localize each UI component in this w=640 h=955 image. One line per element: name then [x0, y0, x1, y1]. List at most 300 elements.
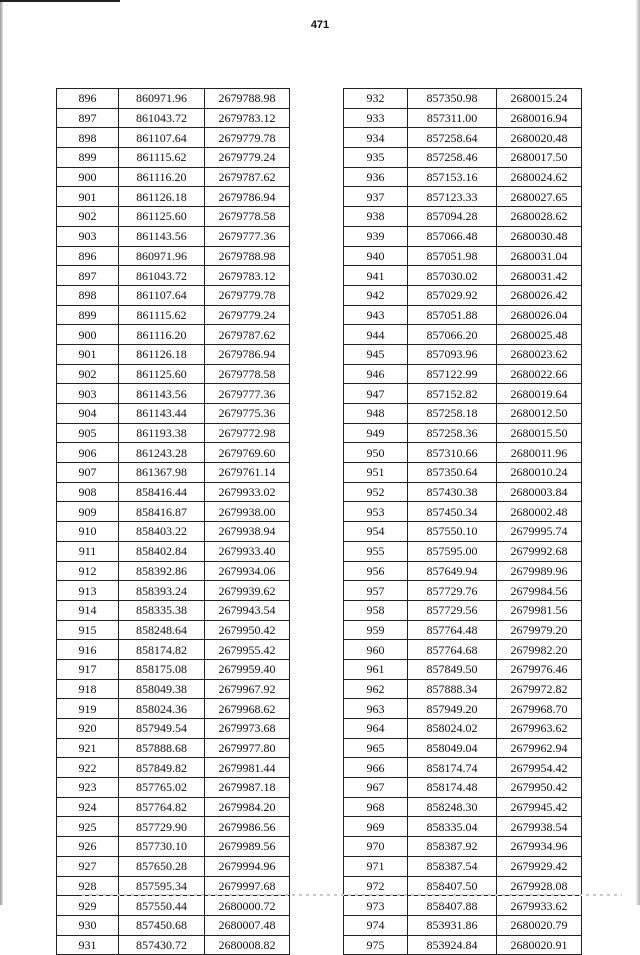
- y-coordinate-cell: 2680012.50: [497, 404, 582, 424]
- point-number-cell: 929: [57, 896, 119, 916]
- x-coordinate-cell: 857888.34: [408, 679, 497, 699]
- table-row: [57, 443, 290, 463]
- table-row: [57, 148, 290, 168]
- y-coordinate-cell: 2679779.24: [205, 305, 290, 325]
- point-number-cell: 932: [344, 89, 408, 109]
- x-coordinate-cell: 857258.36: [408, 423, 497, 443]
- x-coordinate-cell: 857730.10: [119, 837, 205, 857]
- y-coordinate-cell: 2680008.82: [205, 935, 290, 955]
- y-coordinate-cell: 2680025.48: [497, 325, 582, 345]
- x-coordinate-cell: 858402.84: [119, 541, 205, 561]
- x-coordinate-cell: 857764.68: [408, 640, 497, 660]
- point-number-cell: 905: [57, 423, 119, 443]
- x-coordinate-cell: 858024.02: [408, 719, 497, 739]
- point-number-cell: 944: [344, 325, 408, 345]
- table-row: [344, 285, 582, 305]
- x-coordinate-cell: 858416.44: [119, 482, 205, 502]
- point-number-cell: 969: [344, 817, 408, 837]
- x-coordinate-cell: 858335.04: [408, 817, 497, 837]
- coordinates-table-left: [56, 88, 290, 955]
- point-number-cell: 933: [344, 108, 408, 128]
- table-row: [344, 778, 582, 798]
- point-number-cell: 970: [344, 837, 408, 857]
- y-coordinate-cell: 2679934.96: [497, 837, 582, 857]
- table-row: [344, 305, 582, 325]
- point-number-cell: 949: [344, 423, 408, 443]
- table-row: [57, 856, 290, 876]
- x-coordinate-cell: 857849.82: [119, 758, 205, 778]
- y-coordinate-cell: 2679973.68: [205, 719, 290, 739]
- y-coordinate-cell: 2679992.68: [497, 541, 582, 561]
- table-row: [57, 640, 290, 660]
- x-coordinate-cell: 860971.96: [119, 89, 205, 109]
- table-row: [344, 325, 582, 345]
- y-coordinate-cell: 2680002.48: [497, 502, 582, 522]
- point-number-cell: 936: [344, 167, 408, 187]
- x-coordinate-cell: 857450.68: [119, 915, 205, 935]
- y-coordinate-cell: 2679777.36: [205, 384, 290, 404]
- point-number-cell: 972: [344, 876, 408, 896]
- y-coordinate-cell: 2679928.08: [497, 876, 582, 896]
- point-number-cell: 974: [344, 915, 408, 935]
- x-coordinate-cell: 858387.54: [408, 856, 497, 876]
- table-row: [57, 659, 290, 679]
- table-row: [57, 364, 290, 384]
- y-coordinate-cell: 2680024.62: [497, 167, 582, 187]
- x-coordinate-cell: 857649.94: [408, 561, 497, 581]
- table-row: [57, 344, 290, 364]
- y-coordinate-cell: 2679778.58: [205, 207, 290, 227]
- table-row: [344, 896, 582, 916]
- table-row: [344, 837, 582, 857]
- point-number-cell: 934: [344, 128, 408, 148]
- x-coordinate-cell: 858174.82: [119, 640, 205, 660]
- table-row: [57, 108, 290, 128]
- point-number-cell: 945: [344, 344, 408, 364]
- y-coordinate-cell: 2680030.48: [497, 226, 582, 246]
- table-row: [344, 443, 582, 463]
- y-coordinate-cell: 2680020.48: [497, 128, 582, 148]
- coordinates-table-right: [343, 88, 582, 955]
- y-coordinate-cell: 2679962.94: [497, 738, 582, 758]
- x-coordinate-cell: 861193.38: [119, 423, 205, 443]
- x-coordinate-cell: 857764.48: [408, 620, 497, 640]
- x-coordinate-cell: 861125.60: [119, 364, 205, 384]
- x-coordinate-cell: 858393.24: [119, 581, 205, 601]
- point-number-cell: 898: [57, 128, 119, 148]
- table-row: [57, 128, 290, 148]
- y-coordinate-cell: 2679979.20: [497, 620, 582, 640]
- point-number-cell: 916: [57, 640, 119, 660]
- x-coordinate-cell: 857849.50: [408, 659, 497, 679]
- y-coordinate-cell: 2680020.91: [497, 935, 582, 955]
- x-coordinate-cell: 858049.04: [408, 738, 497, 758]
- point-number-cell: 925: [57, 817, 119, 837]
- y-coordinate-cell: 2679783.12: [205, 108, 290, 128]
- x-coordinate-cell: 857093.96: [408, 344, 497, 364]
- y-coordinate-cell: 2679950.42: [497, 778, 582, 798]
- point-number-cell: 897: [57, 108, 119, 128]
- table-row: [57, 719, 290, 739]
- table-row: [57, 502, 290, 522]
- point-number-cell: 900: [57, 325, 119, 345]
- point-number-cell: 912: [57, 561, 119, 581]
- point-number-cell: 928: [57, 876, 119, 896]
- point-number-cell: 896: [57, 89, 119, 109]
- point-number-cell: 907: [57, 463, 119, 483]
- y-coordinate-cell: 2679986.56: [205, 817, 290, 837]
- table-row: [344, 463, 582, 483]
- y-coordinate-cell: 2679981.56: [497, 600, 582, 620]
- y-coordinate-cell: 2679778.58: [205, 364, 290, 384]
- table-row: [344, 561, 582, 581]
- y-coordinate-cell: 2680015.50: [497, 423, 582, 443]
- table-row: [57, 581, 290, 601]
- point-number-cell: 918: [57, 679, 119, 699]
- x-coordinate-cell: 858392.86: [119, 561, 205, 581]
- point-number-cell: 971: [344, 856, 408, 876]
- point-number-cell: 967: [344, 778, 408, 798]
- y-coordinate-cell: 2679987.18: [205, 778, 290, 798]
- table-row: [344, 167, 582, 187]
- x-coordinate-cell: 857066.20: [408, 325, 497, 345]
- y-coordinate-cell: 2679938.00: [205, 502, 290, 522]
- point-number-cell: 956: [344, 561, 408, 581]
- x-coordinate-cell: 861126.18: [119, 187, 205, 207]
- table-row: [57, 187, 290, 207]
- y-coordinate-cell: 2679989.56: [205, 837, 290, 857]
- table-row: [57, 896, 290, 916]
- table-row: [344, 738, 582, 758]
- table-row: [57, 167, 290, 187]
- point-number-cell: 975: [344, 935, 408, 955]
- x-coordinate-cell: 857311.00: [408, 108, 497, 128]
- y-coordinate-cell: 2679929.42: [497, 856, 582, 876]
- table-row: [57, 876, 290, 896]
- y-coordinate-cell: 2680000.72: [205, 896, 290, 916]
- y-coordinate-cell: 2679787.62: [205, 167, 290, 187]
- x-coordinate-cell: 857123.33: [408, 187, 497, 207]
- x-coordinate-cell: 853924.84: [408, 935, 497, 955]
- point-number-cell: 923: [57, 778, 119, 798]
- x-coordinate-cell: 857066.48: [408, 226, 497, 246]
- y-coordinate-cell: 2679938.54: [497, 817, 582, 837]
- y-coordinate-cell: 2680027.65: [497, 187, 582, 207]
- y-coordinate-cell: 2679989.96: [497, 561, 582, 581]
- point-number-cell: 938: [344, 207, 408, 227]
- x-coordinate-cell: 857764.82: [119, 797, 205, 817]
- point-number-cell: 910: [57, 522, 119, 542]
- point-number-cell: 921: [57, 738, 119, 758]
- x-coordinate-cell: 861115.62: [119, 305, 205, 325]
- point-number-cell: 954: [344, 522, 408, 542]
- x-coordinate-cell: 857122.99: [408, 364, 497, 384]
- table-row: [344, 364, 582, 384]
- y-coordinate-cell: 2680031.04: [497, 246, 582, 266]
- y-coordinate-cell: 2679997.68: [205, 876, 290, 896]
- x-coordinate-cell: 858387.92: [408, 837, 497, 857]
- point-number-cell: 908: [57, 482, 119, 502]
- y-coordinate-cell: 2679788.98: [205, 246, 290, 266]
- table-row: [344, 502, 582, 522]
- point-number-cell: 906: [57, 443, 119, 463]
- x-coordinate-cell: 857550.44: [119, 896, 205, 916]
- table-row: [344, 876, 582, 896]
- x-coordinate-cell: 857258.46: [408, 148, 497, 168]
- y-coordinate-cell: 2680007.48: [205, 915, 290, 935]
- table-row: [57, 778, 290, 798]
- table-row: [344, 719, 582, 739]
- y-coordinate-cell: 2679769.60: [205, 443, 290, 463]
- table-row: [344, 935, 582, 955]
- y-coordinate-cell: 2679761.14: [205, 463, 290, 483]
- table-row: [344, 207, 582, 227]
- x-coordinate-cell: 860971.96: [119, 246, 205, 266]
- y-coordinate-cell: 2680015.24: [497, 89, 582, 109]
- point-number-cell: 951: [344, 463, 408, 483]
- table-row: [344, 108, 582, 128]
- point-number-cell: 913: [57, 581, 119, 601]
- y-coordinate-cell: 2680016.94: [497, 108, 582, 128]
- x-coordinate-cell: 857350.64: [408, 463, 497, 483]
- point-number-cell: 946: [344, 364, 408, 384]
- y-coordinate-cell: 2679786.94: [205, 344, 290, 364]
- y-coordinate-cell: 2679938.94: [205, 522, 290, 542]
- table-row: [57, 285, 290, 305]
- point-number-cell: 968: [344, 797, 408, 817]
- y-coordinate-cell: 2679779.24: [205, 148, 290, 168]
- scan-footer-artifact: [82, 894, 622, 896]
- x-coordinate-cell: 857152.82: [408, 384, 497, 404]
- y-coordinate-cell: 2679954.42: [497, 758, 582, 778]
- x-coordinate-cell: 857765.02: [119, 778, 205, 798]
- table-row: [344, 148, 582, 168]
- table-row: [57, 482, 290, 502]
- x-coordinate-cell: 857729.90: [119, 817, 205, 837]
- point-number-cell: 903: [57, 226, 119, 246]
- table-row: [57, 207, 290, 227]
- y-coordinate-cell: 2679967.92: [205, 679, 290, 699]
- point-number-cell: 943: [344, 305, 408, 325]
- x-coordinate-cell: 858175.08: [119, 659, 205, 679]
- x-coordinate-cell: 858248.30: [408, 797, 497, 817]
- point-number-cell: 909: [57, 502, 119, 522]
- y-coordinate-cell: 2679995.74: [497, 522, 582, 542]
- table-row: [344, 187, 582, 207]
- x-coordinate-cell: 857550.10: [408, 522, 497, 542]
- point-number-cell: 964: [344, 719, 408, 739]
- y-coordinate-cell: 2679972.82: [497, 679, 582, 699]
- table-row: [57, 935, 290, 955]
- y-coordinate-cell: 2679950.42: [205, 620, 290, 640]
- point-number-cell: 897: [57, 266, 119, 286]
- x-coordinate-cell: 861126.18: [119, 344, 205, 364]
- point-number-cell: 901: [57, 187, 119, 207]
- table-row: [344, 581, 582, 601]
- point-number-cell: 931: [57, 935, 119, 955]
- table-row: [57, 325, 290, 345]
- table-row: [344, 344, 582, 364]
- y-coordinate-cell: 2679933.40: [205, 541, 290, 561]
- table-row: [57, 266, 290, 286]
- point-number-cell: 899: [57, 305, 119, 325]
- point-number-cell: 898: [57, 285, 119, 305]
- table-row: [57, 679, 290, 699]
- point-number-cell: 963: [344, 699, 408, 719]
- table-row: [57, 89, 290, 109]
- y-coordinate-cell: 2679775.36: [205, 404, 290, 424]
- table-row: [57, 837, 290, 857]
- y-coordinate-cell: 2680028.62: [497, 207, 582, 227]
- point-number-cell: 902: [57, 364, 119, 384]
- y-coordinate-cell: 2679994.96: [205, 856, 290, 876]
- table-row: [344, 89, 582, 109]
- y-coordinate-cell: 2680017.50: [497, 148, 582, 168]
- point-number-cell: 917: [57, 659, 119, 679]
- point-number-cell: 914: [57, 600, 119, 620]
- y-coordinate-cell: 2679982.20: [497, 640, 582, 660]
- y-coordinate-cell: 2679945.42: [497, 797, 582, 817]
- x-coordinate-cell: 858335.38: [119, 600, 205, 620]
- point-number-cell: 915: [57, 620, 119, 640]
- table-row: [57, 541, 290, 561]
- point-number-cell: 948: [344, 404, 408, 424]
- table-row: [344, 659, 582, 679]
- y-coordinate-cell: 2680022.66: [497, 364, 582, 384]
- table-row: [344, 541, 582, 561]
- x-coordinate-cell: 858407.50: [408, 876, 497, 896]
- x-coordinate-cell: 861125.60: [119, 207, 205, 227]
- x-coordinate-cell: 857888.68: [119, 738, 205, 758]
- y-coordinate-cell: 2679959.40: [205, 659, 290, 679]
- point-number-cell: 904: [57, 404, 119, 424]
- table-row: [57, 915, 290, 935]
- point-number-cell: 920: [57, 719, 119, 739]
- point-number-cell: 902: [57, 207, 119, 227]
- table-row: [344, 679, 582, 699]
- point-number-cell: 922: [57, 758, 119, 778]
- x-coordinate-cell: 857729.76: [408, 581, 497, 601]
- y-coordinate-cell: 2679772.98: [205, 423, 290, 443]
- y-coordinate-cell: 2679783.12: [205, 266, 290, 286]
- x-coordinate-cell: 857258.18: [408, 404, 497, 424]
- table-row: [344, 856, 582, 876]
- y-coordinate-cell: 2679934.06: [205, 561, 290, 581]
- y-coordinate-cell: 2680031.42: [497, 266, 582, 286]
- y-coordinate-cell: 2679976.46: [497, 659, 582, 679]
- y-coordinate-cell: 2680003.84: [497, 482, 582, 502]
- point-number-cell: 962: [344, 679, 408, 699]
- x-coordinate-cell: 857430.38: [408, 482, 497, 502]
- x-coordinate-cell: 858024.36: [119, 699, 205, 719]
- x-coordinate-cell: 857949.20: [408, 699, 497, 719]
- x-coordinate-cell: 861115.62: [119, 148, 205, 168]
- point-number-cell: 911: [57, 541, 119, 561]
- point-number-cell: 896: [57, 246, 119, 266]
- table-row: [57, 404, 290, 424]
- point-number-cell: 930: [57, 915, 119, 935]
- x-coordinate-cell: 861143.44: [119, 404, 205, 424]
- x-coordinate-cell: 857650.28: [119, 856, 205, 876]
- x-coordinate-cell: 861043.72: [119, 108, 205, 128]
- y-coordinate-cell: 2679786.94: [205, 187, 290, 207]
- x-coordinate-cell: 857595.34: [119, 876, 205, 896]
- table-row: [344, 600, 582, 620]
- y-coordinate-cell: 2680023.62: [497, 344, 582, 364]
- y-coordinate-cell: 2679939.62: [205, 581, 290, 601]
- table-row: [57, 817, 290, 837]
- table-row: [57, 561, 290, 581]
- y-coordinate-cell: 2679943.54: [205, 600, 290, 620]
- x-coordinate-cell: 857030.02: [408, 266, 497, 286]
- point-number-cell: 961: [344, 659, 408, 679]
- point-number-cell: 966: [344, 758, 408, 778]
- point-number-cell: 960: [344, 640, 408, 660]
- point-number-cell: 942: [344, 285, 408, 305]
- y-coordinate-cell: 2679981.44: [205, 758, 290, 778]
- table-row: [344, 817, 582, 837]
- point-number-cell: 959: [344, 620, 408, 640]
- y-coordinate-cell: 2679968.62: [205, 699, 290, 719]
- x-coordinate-cell: 861143.56: [119, 384, 205, 404]
- x-coordinate-cell: 861367.98: [119, 463, 205, 483]
- table-row: [344, 482, 582, 502]
- y-coordinate-cell: 2679984.56: [497, 581, 582, 601]
- y-coordinate-cell: 2679777.36: [205, 226, 290, 246]
- x-coordinate-cell: 857029.92: [408, 285, 497, 305]
- x-coordinate-cell: 857729.56: [408, 600, 497, 620]
- x-coordinate-cell: 858403.22: [119, 522, 205, 542]
- table-row: [344, 640, 582, 660]
- table-row: [57, 384, 290, 404]
- x-coordinate-cell: 858248.64: [119, 620, 205, 640]
- point-number-cell: 939: [344, 226, 408, 246]
- point-number-cell: 919: [57, 699, 119, 719]
- x-coordinate-cell: 858174.74: [408, 758, 497, 778]
- y-coordinate-cell: 2679977.80: [205, 738, 290, 758]
- table-row: [57, 226, 290, 246]
- y-coordinate-cell: 2680026.04: [497, 305, 582, 325]
- table-row: [57, 522, 290, 542]
- table-row: [344, 522, 582, 542]
- point-number-cell: 955: [344, 541, 408, 561]
- point-number-cell: 937: [344, 187, 408, 207]
- point-number-cell: 941: [344, 266, 408, 286]
- table-row: [344, 384, 582, 404]
- y-coordinate-cell: 2680010.24: [497, 463, 582, 483]
- point-number-cell: 901: [57, 344, 119, 364]
- point-number-cell: 899: [57, 148, 119, 168]
- x-coordinate-cell: 857350.98: [408, 89, 497, 109]
- point-number-cell: 903: [57, 384, 119, 404]
- table-row: [344, 128, 582, 148]
- x-coordinate-cell: 861116.20: [119, 167, 205, 187]
- x-coordinate-cell: 857450.34: [408, 502, 497, 522]
- x-coordinate-cell: 853931.86: [408, 915, 497, 935]
- x-coordinate-cell: 861107.64: [119, 285, 205, 305]
- y-coordinate-cell: 2679787.62: [205, 325, 290, 345]
- y-coordinate-cell: 2679963.62: [497, 719, 582, 739]
- table-row: [344, 699, 582, 719]
- table-row: [344, 246, 582, 266]
- y-coordinate-cell: 2679933.62: [497, 896, 582, 916]
- table-row: [57, 423, 290, 443]
- y-coordinate-cell: 2679984.20: [205, 797, 290, 817]
- x-coordinate-cell: 857153.16: [408, 167, 497, 187]
- point-number-cell: 957: [344, 581, 408, 601]
- y-coordinate-cell: 2680026.42: [497, 285, 582, 305]
- point-number-cell: 900: [57, 167, 119, 187]
